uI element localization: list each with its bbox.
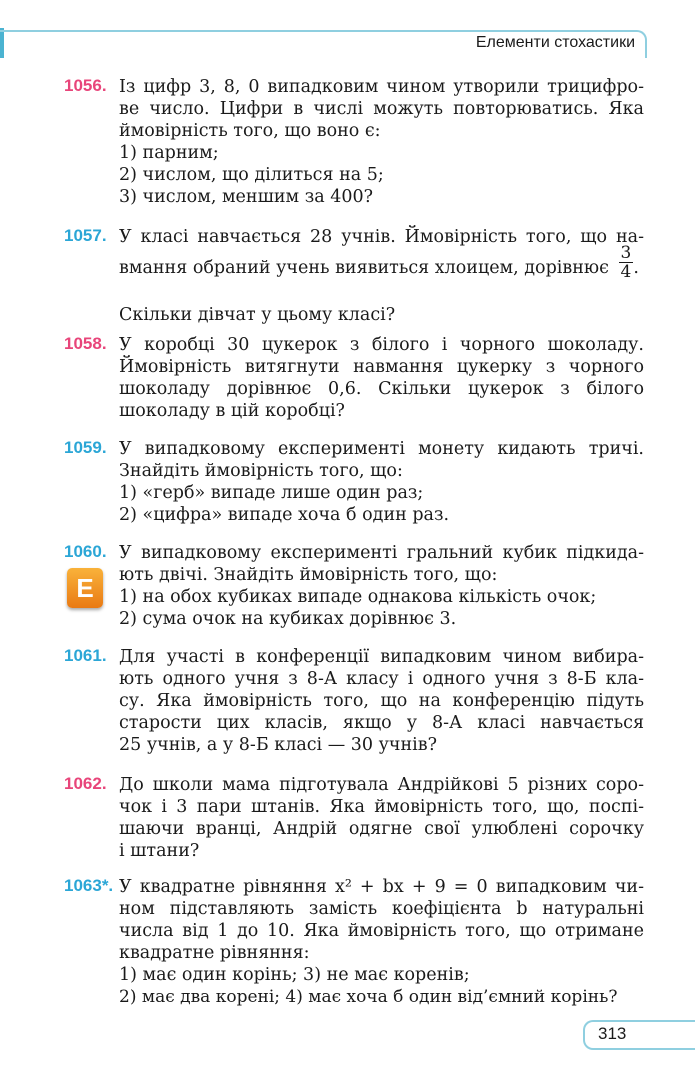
problem-number: 1060. [64, 542, 107, 561]
problem-line: Ймовірність витягнути навмання цукерку з чорного [119, 357, 644, 377]
problem-line: У випадковому експерименті монету кидають тричі. [119, 439, 644, 459]
problem-line: шаючи вранці, Андрій одягне свої улюблені сорочку [119, 819, 644, 839]
page-number: 313 [598, 1024, 627, 1043]
problem-line: 1) «герб» випаде лише один раз; [119, 483, 424, 503]
problem-number: 1062. [64, 774, 107, 793]
problem-1056 [64, 76, 644, 208]
problem-line: 25 учнів, а у 8-Б класі — 30 учнів? [119, 735, 437, 755]
problem-line: і штани? [119, 841, 200, 861]
problem-line: чок і 3 пари штанів. Яка ймовірність того, що, поспі- [119, 797, 644, 817]
problem-line: У класі навчається 28 учнів. Ймовірність того, що на- [119, 227, 644, 247]
problem-line: 2) сума очок на кубиках дорівнює 3. [119, 609, 457, 629]
problem-line: шоколаду в цій коробці? [119, 401, 345, 421]
fraction-denominator: 4 [620, 262, 632, 282]
problem-line: числа від 1 до 10. Яка ймовірність того, що отримане [119, 921, 644, 941]
problem-line: ють одного учня з 8-А класу і одного учня з 8-Б кла- [119, 669, 644, 689]
problem-line: До школи мама підготувала Андрійкові 5 різних соро- [119, 775, 644, 795]
problem-line: 2) числом, що ділиться на 5; [119, 165, 384, 185]
problem-line: су. Яка ймовірність того, що на конференцію підуть [119, 691, 644, 711]
problem-line: шоколаду дорівнює 0,6. Скільки цукерок з білого [119, 379, 644, 399]
problem-number: 1056. [64, 76, 107, 95]
problem-1062 [64, 774, 644, 862]
problem-1058 [64, 334, 644, 422]
problem-line: У коробці 30 цукерок з білого і чорного шоколаду. [119, 335, 644, 355]
problem-line: вмання обраний учень виявиться хлоицем, дорівнює [119, 258, 609, 278]
problem-line: 1) на обох кубиках випаде однакова кількість очок; [119, 587, 597, 607]
fraction [619, 244, 634, 281]
problem-line: У випадковому експерименті гральний кубик підкида- [119, 543, 644, 563]
fraction-numerator: 3 [620, 243, 632, 263]
problem-line: ймовірність того, що воно є: [119, 121, 381, 141]
problem-line: квадратне рівняння: [119, 943, 310, 963]
problem-line: ве число. Цифри в числі можуть повторюватись. Яка [119, 99, 644, 119]
problem-line: У квадратне рівняння x² + bx + 9 = 0 випадковим чи- [119, 877, 644, 897]
problem-line: ном підставляють замість коефіцієнта b натуральні [119, 899, 644, 919]
problem-line: Із цифр 3, 8, 0 випадковим чином утворили трицифро- [119, 77, 644, 97]
problem-1060 [64, 542, 644, 630]
problem-number: 1059. [64, 438, 107, 457]
problem-line: 2) має два корені; 4) має хоча б один від’ємний корінь? [119, 987, 618, 1007]
e-level-badge-icon: E [67, 568, 103, 608]
problem-line: Знайдіть ймовірність того, що: [119, 461, 403, 481]
problem-number: 1057. [64, 226, 107, 245]
problem-1061 [64, 646, 644, 756]
problem-line: Для участі в конференції випадковим чином вибира- [119, 647, 644, 667]
problem-1057 [64, 226, 644, 326]
problem-line-with-fraction [119, 243, 644, 294]
problem-number: 1063*. [64, 876, 114, 895]
problem-line: ють двічі. Знайдіть ймовірність того, що: [119, 565, 498, 585]
problem-line: 1) має один корінь; 3) не має коренів; [119, 965, 470, 985]
header-title: Елементи стохастики [475, 34, 635, 51]
problem-line: 2) «цифра» випаде хоча б один раз. [119, 505, 450, 525]
problem-line: 1) парним; [119, 143, 219, 163]
problem-line: Скільки дівчат у цьому класі? [119, 305, 396, 325]
problem-number: 1058. [64, 334, 107, 353]
fraction-period: . [633, 258, 639, 278]
problem-number: 1061. [64, 646, 107, 665]
problem-1063 [64, 876, 644, 1008]
problem-line: 3) числом, меншим за 400? [119, 187, 374, 207]
problem-line: старости цих класів, якщо у 8-А класі навчається [119, 713, 644, 733]
problem-1059 [64, 438, 644, 526]
